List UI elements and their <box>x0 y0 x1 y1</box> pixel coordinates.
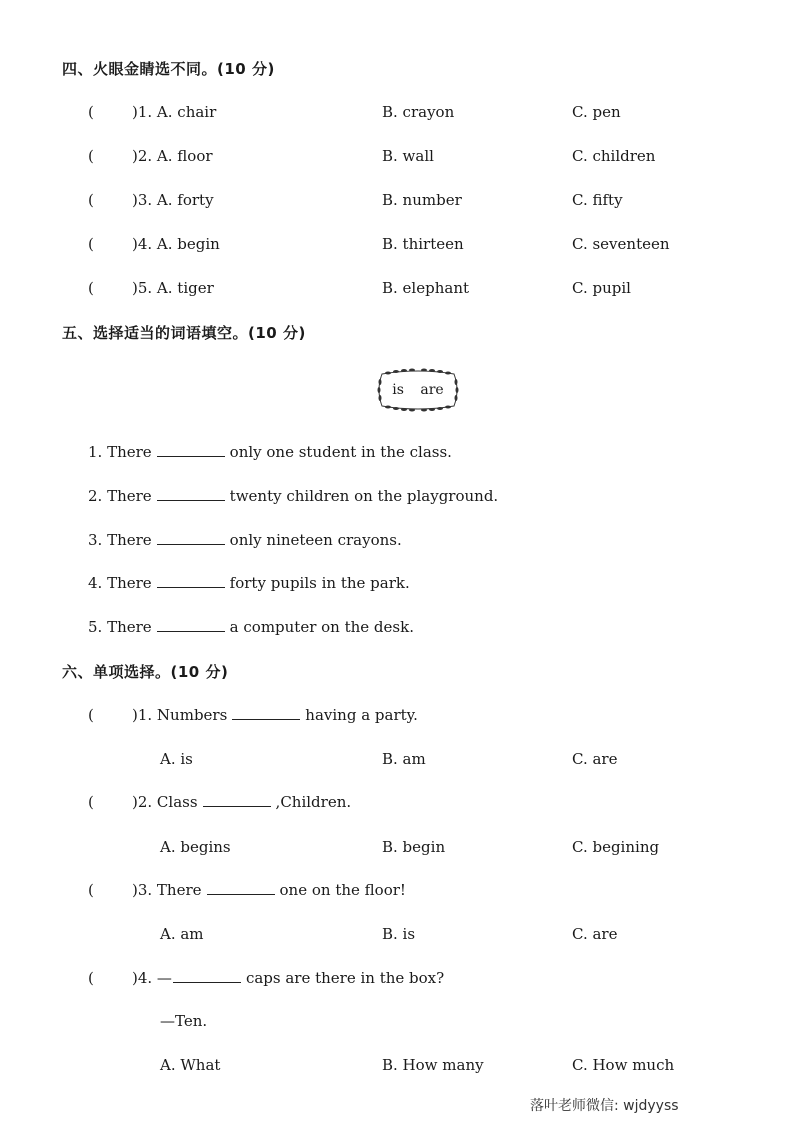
question-option-a: )5. A. tiger <box>132 279 214 297</box>
answer-paren[interactable]: ( <box>88 969 94 987</box>
answer-paren[interactable]: ( <box>88 103 94 121</box>
answer-paren[interactable]: ( <box>88 147 94 165</box>
sentence-end: only nineteen crayons. <box>229 531 402 549</box>
answer-paren[interactable]: ( <box>88 235 94 253</box>
option-c: C. pen <box>572 103 621 121</box>
sentence-start: 1. There <box>88 443 152 461</box>
option-b: B. elephant <box>382 279 470 297</box>
fill-blank[interactable] <box>207 882 275 895</box>
option-c: C. are <box>572 925 618 943</box>
option-c: C. pupil <box>572 279 631 297</box>
sentence-start: 4. There <box>88 574 152 592</box>
list-item <box>88 487 498 505</box>
question-end: caps are there in the box? <box>245 969 445 987</box>
fill-blank[interactable] <box>157 488 225 501</box>
option-c: C. children <box>572 147 656 165</box>
fill-blank[interactable] <box>232 707 300 720</box>
list-item <box>88 618 414 636</box>
option-c: C. fifty <box>572 191 623 209</box>
answer-paren[interactable]: ( <box>88 706 94 724</box>
answer-paren[interactable]: ( <box>88 191 94 209</box>
fill-blank[interactable] <box>157 532 225 545</box>
option-a: A. What <box>160 1056 221 1074</box>
question-option-a: )2. A. floor <box>132 147 213 165</box>
watermark-text: 落叶老师微信: wjdyyss <box>530 1098 679 1114</box>
question-end: having a party. <box>305 706 418 724</box>
section4-heading: 四、火眼金睛选不同。(10 分) <box>62 60 275 78</box>
answer-paren[interactable]: ( <box>88 881 94 899</box>
section6-heading: 六、单项选择。(10 分) <box>62 663 229 681</box>
answer-paren[interactable]: ( <box>88 279 94 297</box>
option-b: B. How many <box>382 1056 484 1074</box>
dialogue-answer: —Ten. <box>160 1012 208 1030</box>
option-a: A. is <box>160 750 193 768</box>
option-c: C. How much <box>572 1056 675 1074</box>
question-1 <box>132 706 418 724</box>
option-b: B. wall <box>382 147 434 165</box>
option-c: C. seventeen <box>572 235 670 253</box>
question-option-a: )1. A. chair <box>132 103 217 121</box>
fill-blank[interactable] <box>157 619 225 632</box>
option-b: B. number <box>382 191 462 209</box>
fill-blank[interactable] <box>157 575 225 588</box>
question-start: )3. There <box>132 881 202 899</box>
fill-blank[interactable] <box>203 794 271 807</box>
question-option-a: )3. A. forty <box>132 191 214 209</box>
option-a: A. begins <box>160 838 231 856</box>
option-c: C. begining <box>572 838 660 856</box>
question-end: ,Children. <box>275 793 352 811</box>
list-item <box>88 531 402 549</box>
option-b: B. begin <box>382 838 446 856</box>
sentence-end: twenty children on the playground. <box>229 487 499 505</box>
question-option-a: )4. A. begin <box>132 235 220 253</box>
word-box <box>376 368 460 412</box>
question-3 <box>132 881 406 899</box>
option-a: A. am <box>160 925 204 943</box>
sentence-end: forty pupils in the park. <box>229 574 410 592</box>
section5-heading: 五、选择适当的词语填空。(10 分) <box>62 324 306 342</box>
sentence-end: a computer on the desk. <box>229 618 414 636</box>
question-2 <box>132 793 351 811</box>
option-b: B. crayon <box>382 103 455 121</box>
sentence-start: 2. There <box>88 487 152 505</box>
question-start: )4. — <box>132 969 172 987</box>
fill-blank[interactable] <box>157 444 225 457</box>
word-option: are <box>420 382 444 398</box>
list-item <box>88 574 410 592</box>
option-b: B. thirteen <box>382 235 464 253</box>
fill-blank[interactable] <box>173 970 241 983</box>
option-b: B. is <box>382 925 416 943</box>
option-b: B. am <box>382 750 426 768</box>
word-option: is <box>392 382 404 398</box>
question-4 <box>132 969 444 987</box>
answer-paren[interactable]: ( <box>88 793 94 811</box>
list-item <box>88 443 452 461</box>
sentence-start: 3. There <box>88 531 152 549</box>
question-start: )2. Class <box>132 793 198 811</box>
sentence-end: only one student in the class. <box>229 443 452 461</box>
question-end: one on the floor! <box>279 881 406 899</box>
sentence-start: 5. There <box>88 618 152 636</box>
question-start: )1. Numbers <box>132 706 228 724</box>
option-c: C. are <box>572 750 618 768</box>
